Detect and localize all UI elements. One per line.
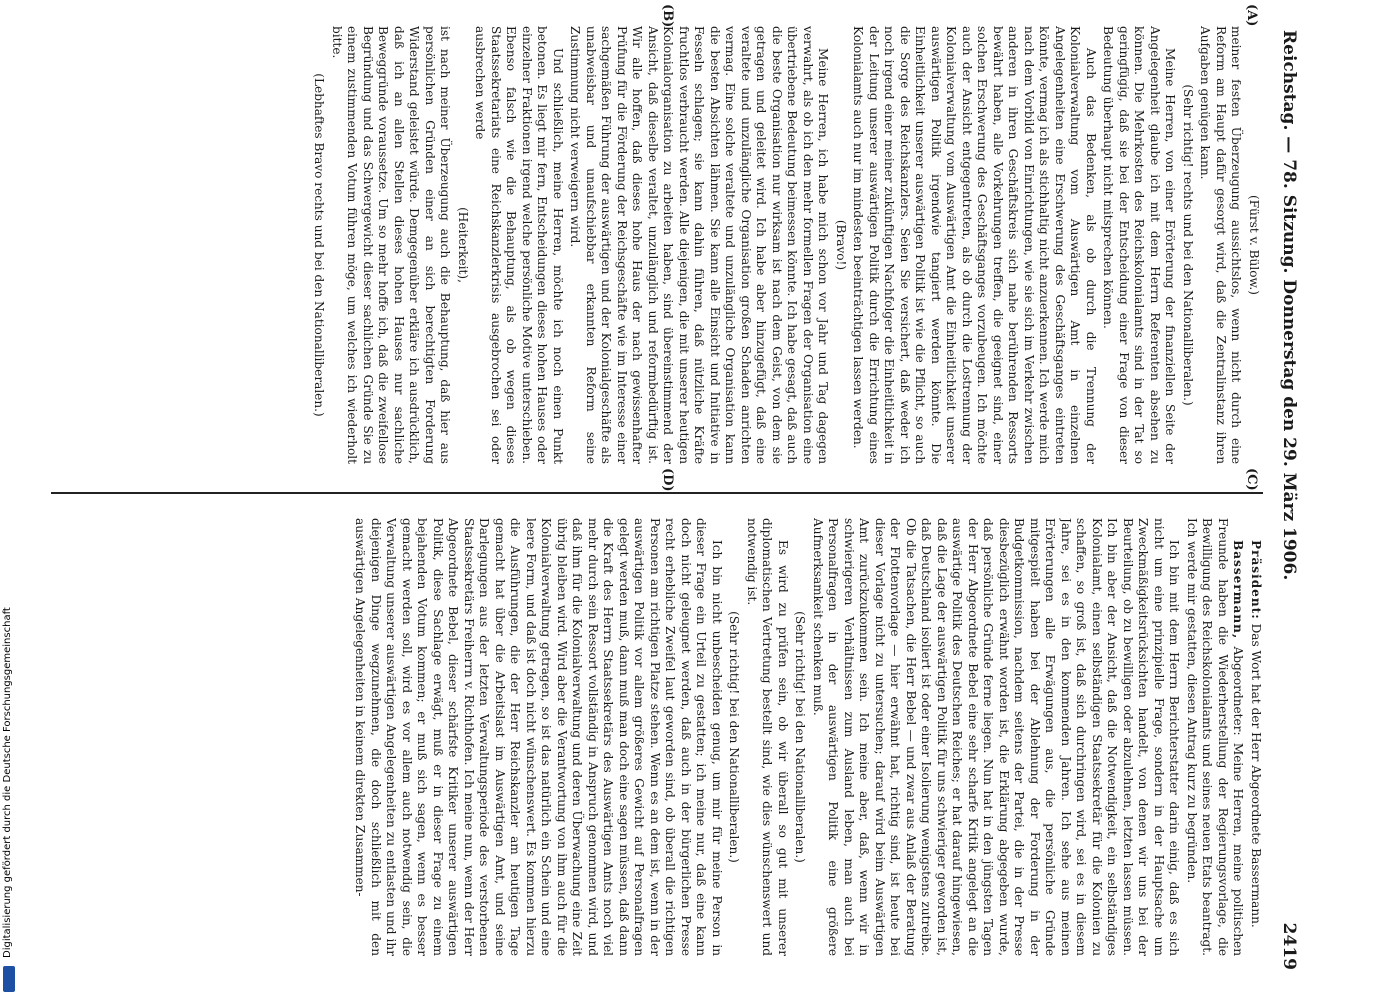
dfg-logo-icon	[3, 966, 15, 992]
interjection: (Heiterkeit),	[456, 207, 470, 283]
left-column	[51, 26, 1263, 464]
speaker-name: Präsident:	[1249, 540, 1263, 620]
interjection: (Sehr richtig! bei den Nationalliberalen.)	[727, 611, 742, 863]
margin-marker-a: (A)	[1244, 4, 1259, 27]
margin-marker-c: (C)	[1244, 468, 1259, 491]
paragraph	[1248, 518, 1264, 956]
speaker-name: Bassermann,	[1231, 540, 1246, 640]
interjection: (Sehr richtig! rechts und bei den Nationalliberalen.)	[1181, 84, 1195, 406]
interjection: (Sehr richtig! bei den Nationalliberalen.)	[793, 611, 808, 863]
digitization-credit-bar	[0, 0, 18, 1000]
right-column	[51, 518, 1263, 956]
paragraph: Es wird zu prüfen sein, ob wir überall so gut mit unserer diplomatischen Vertretung bestellt sind, wie dies wünschenswert und notwendig ist.	[745, 518, 790, 956]
interjection: (Lebhaftes Bravo rechts und bei den Nationalliberalen.)	[312, 73, 327, 417]
interjection: (Bravo!)	[834, 219, 848, 271]
paragraph: Auch das Bedenken, als ob durch die Trennung der Kolonialverwaltung vom Auswärtigen Amt in einzelnen Angelegenheiten eine Erschwerung des Geschäftsganges eintreten könnte, vermag ich als stichhaltig nicht anzuerkennen. Ich werde mich nach dem Vorbild von Einrichtungen, wie sie sich im Verkehr zwischen anderen in ihren Geschäftskreis sich nahe berührenden Ressorts bewährt haben, alle Vorkehrungen treffen, die geeignet sind, einer solchen Erschwerung des Geschäftsganges vorzubeugen. Ich möchte auch der Ansicht entgegentreten, als ob durch die Lostrennung der Kolonialverwaltung vom Auswärtigen Amt die Einheitlichkeit unserer auswärtigen Politik irgendwie tangiert werden könnte. Die Einheitlichkeit unserer auswärtigen Politik ist wie die Pflicht, so auch die Sorge des Reichskanzlers. Seien Sie versichert, daß weder ich noch irgend einer meiner zukünftigen Nachfolger die Einheitlichkeit in der Leitung unserer auswärtigen Politik durch die Errichtung eines Kolonialamts auch nur im mindesten beeinträchtigen lassen werden.	[851, 26, 1098, 464]
paragraph: Meine Herren, ich habe mich schon vor Jahr und Tag dagegen verwahrt, als ob ich den mehr formellen Fragen der Organisation eine übertriebene Bedeutung beimessen könnte. Ich habe gesagt, daß auch die beste Organisation nur wirksam ist nach dem Geist, von dem sie getragen und geleitet wird. Ich habe aber hinzugefügt, daß eine veraltete und unzulängliche Organisation großen Schaden anrichten vermag. Eine solche veraltete und unzulängliche Organisation kann die besten Absichten lähmen. Sie kann alle Einsicht und Initiative in Fesseln schlagen; sie kann dahin führen, daß nützliche Kräfte fruchtlos verbraucht werden. Alle diejenigen, die mit unserer heutigen Kolonialorganisation zu arbeiten haben, sind übereinstimmend der Ansicht, daß dieselbe veraltet, unzulänglich und reformbedürftig ist. Wir alle hoffen, daß dieses hohe Haus der nach gewissenhafter Prüfung für die Förderung der Reichsgeschäfte wie im Interesse einer sachgemäßen Führung der auswärtigen und der Kolonialgeschäfte als unabweisbar und unaufschiebbar erkannten Reform seine Zustimmung nicht verweigern wird.	[568, 26, 831, 464]
digitization-credit: Digitalisierung gefördert durch die Deutsche Forschungsgemeinschaft	[2, 607, 13, 958]
paragraph	[1184, 518, 1246, 956]
margin-marker-b: (B)	[660, 4, 675, 28]
header-title: Reichstag. — 78. Sitzung. Donnerstag den 29. März 1906.	[1279, 30, 1299, 581]
paragraph-text: Abgeordneter: Meine Herren, meine politischen Freunde haben die Wiederherstellung der Regierungsvorlage, die Bewilligung des Reichskolonialamts und seines neuen Etats beantragt. Ich werde mir gestatten, diesen Antrag kurz zu begründen.	[1185, 518, 1246, 956]
paragraph-text: Das Wort hat der Herr Abgeordnete Bassermann.	[1249, 623, 1263, 928]
paragraph: Ich bin mit dem Herrn Berichterstatter darin einig, daß es sich nicht um eine prinzipielle Frage, sondern in der Hauptsache um Zweckmäßigkeitsrücksichten handelt, von denen wir uns bei der Beurteilung, ob zu bewilligen oder abzulehnen, letzten lassen müssen. Ich bin aber der Ansicht, daß die Notwendigkeit, ein selbständiges Kolonialamt, einen selbständigen Staatssekretär für die Kolonien zu schaffen, so groß ist, daß sich durchringen wird, sei es in diesem Jahre, sei es in den kommenden Jahren. Ich sehe aus meinen Erörterungen alle Erwägungen aus, die persönliche Gründe mitgespielt haben bei der Ablehnung der Forderung in der Budgetkommission, nachdem seitens der Partei, die in der Presse diesbezüglich erwähnt worden ist, die Erklärung abgegeben wurde, daß persönliche Gründe ferne liegen. Nun hat in den jüngsten Tagen der Herr Abgeordnete Bebel eine sehr scharfe Kritik angelegt an die auswärtige Politik des Deutschen Reiches; er hat darauf hingewiesen, daß die Lage der auswärtigen Politik für uns schwieriger geworden ist, daß Deutschland isoliert ist oder einer Isolierung wenigstens zutreibe. Ob die Tatsachen, die Herr Bebel — und zwar aus Anlaß der Beratung der Flottenvorlage — hier erwähnt hat, richtig sind, ist heute bei dieser Vorlage nicht zu untersuchen; darauf wird beim Auswärtigen Amt zurückzukommen sein. Ich meine aber, daß, wenn wir in schwierigeren Verhältnissen zum Ausland leben, man auch bei Personalfragen in der auswärtigen Politik eine größere Aufmerksamkeit schenken muß.	[811, 518, 1182, 956]
paragraph: ist nach meiner Überzeugung auch die Behauptung, daß hier aus persönlichen Gründen einer an sich berechtigten Forderung Widerstand geleistet würde. Demgegenüber erkläre ich ausdrücklich, daß ich an allen Stellen dieses hohen Hauses nur sachliche Beweggründe voraussetze. Um so mehr hoffe ich, daß die zweifellose Begründung und das Schwergewicht dieser sachlichen Gründe Sie zu einem zustimmenden Votum führen möge, um welches ich wiederholt bitte.	[330, 26, 453, 464]
page-header	[1269, 20, 1309, 980]
paragraph: meiner festen Überzeugung aussichtslos, wenn nicht durch eine Reform am Haupt dafür gesorgt wird, daß die Zentralinstanz ihren Aufgaben genügen kann.	[1198, 26, 1244, 464]
page-number: 2419	[1279, 922, 1299, 970]
document-page	[15, 0, 1315, 1000]
paragraph: Ich bin nicht unbescheiden genug, um mir für meine Person in dieser Frage ein Urteil zu gestatten; ich meine nur, daß eine kann doch nicht geleugnet werden, daß auch in der bürgerlichen Presse recht erhebliche Zweifel laut geworden sind, ob überall die richtigen Personen am richtigen Platze stehen. Wenn es an dem ist, wenn in der auswärtigen Politik vor allem größeres Gewicht auf Personalfragen gelegt werden muß, dann muß man doch eine sagen müssen, daß dann die Kraft des Herrn Staatssekretärs des Auswärtigen Amts noch viel mehr durch sein Ressort vollständig in Anspruch genommen wird, und daß ihm für die Kolonialverwaltung und deren Überwachung eine Zeit übrig bleiben wird. Wird aber die Verantwortung von ihm auch für die Kolonialverwaltung getragen, so ist das natürlich ein Schein und eine leere Form, und daß ist doch nicht wünschenswert. Es kommen hierzu die Ausführungen, die der Herr Reichskanzler am heutigen Tage gemacht hat über die Arbeitslast im Auswärtigen Amt, und seine Darlegungen aus der letzten Verwaltungsperiode des verstorbenen Staatssekretärs Freiherrn v. Richthofen. Ich meine nun, wenn der Herr Abgeordnete Bebel, dieser schärfste Kritiker unserer auswärtigen Politik, diese Sachlage erwägt, muß er in dieser Frage zu einem bejahenden Votum kommen; er muß sich sagen, wenn es besser gemacht werden soll, wird es vor allem auch notwendig sein, die Verwaltung unserer auswärtigen Angelegenheiten zu entlasten und ihr diejenigen Dinge wegzunehmen, die doch schließlich mit den auswärtigen Angelegenheiten in keinem direkten Zusammen-	[353, 518, 724, 956]
paragraph: Und schließlich, meine Herren, möchte ich noch einen Punkt betonen. Es liegt mir fern, Entscheidungen dieses hohen Hauses oder einzelner Fraktionen irgend welche persönliche Motive unterschieben. Ebenso falsch wie die Behauptung, als ob wegen dieses Staatssekretariats eine Reichskanzlerkrisis ausgebrochen sei oder ausbrechen werde	[473, 26, 565, 464]
margin-marker-d: (D)	[660, 468, 675, 492]
speaker-tag: (Fürst v. Bülow.)	[1247, 195, 1261, 295]
column-divider	[51, 492, 1263, 494]
paragraph: Meine Herren, von einer Erörterung der finanziellen Seite der Angelegenheit glaube ich mit dem Herrn Referenten absehen zu können. Die Mehrkosten des Reichskolonialamts sind in der Tat so geringfügig, daß sie bei der Entscheidung einer Frage von dieser Bedeutung überhaupt nicht mitsprechen können.	[1101, 26, 1178, 464]
